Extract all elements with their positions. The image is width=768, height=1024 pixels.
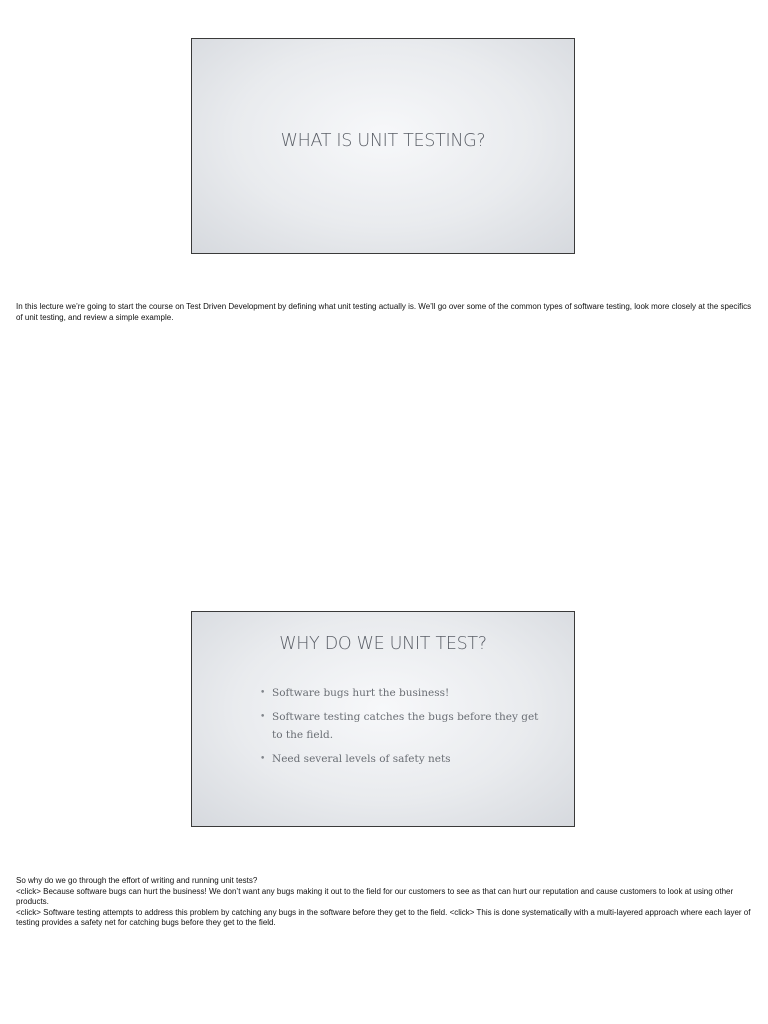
speaker-notes-slide-1 bbox=[16, 302, 756, 323]
bullet-dot-icon: • bbox=[260, 688, 266, 698]
speaker-notes-slide-2 bbox=[16, 876, 756, 929]
notes-paragraph: <click> Because software bugs can hurt the business! We don’t want any bugs making it out to the field for our customers to see as that can hurt our reputation and cause customers to look at using other products. bbox=[16, 886, 734, 906]
bullet-dot-icon: • bbox=[260, 754, 266, 764]
slide-title: WHAT IS UNIT TESTING? bbox=[280, 131, 486, 151]
slide-title: WHY DO WE UNIT TEST? bbox=[279, 634, 487, 654]
notes-paragraph: <click> Software testing attempts to address this problem by catching any bugs in the software before they get to the field. <click> This is done systematically with a multi-layered approach where each layer of testing provides a safety net for catching bugs before they get to the field. bbox=[16, 907, 751, 927]
bullet-list bbox=[260, 684, 540, 774]
bullet-text: Need several levels of safety nets bbox=[272, 753, 451, 765]
notes-paragraph: In this lecture we’re going to start the course on Test Driven Development by defining what unit testing actually is. We’ll go over some of the common types of software testing, look more closely at the specifics of unit testing, and review a simple example. bbox=[16, 302, 752, 322]
slide-what-is-unit-testing bbox=[191, 38, 575, 254]
bullet-text: Software bugs hurt the business! bbox=[272, 687, 450, 699]
bullet-dot-icon: • bbox=[260, 712, 266, 722]
bullet-text: Software testing catches the bugs before they get to the field. bbox=[272, 711, 539, 741]
bullet-item bbox=[260, 708, 540, 744]
slide-why-do-we-unit-test bbox=[191, 611, 575, 827]
bullet-item bbox=[260, 750, 540, 768]
bullet-item bbox=[260, 684, 540, 702]
notes-paragraph: So why do we go through the effort of writing and running unit tests? bbox=[16, 876, 258, 885]
